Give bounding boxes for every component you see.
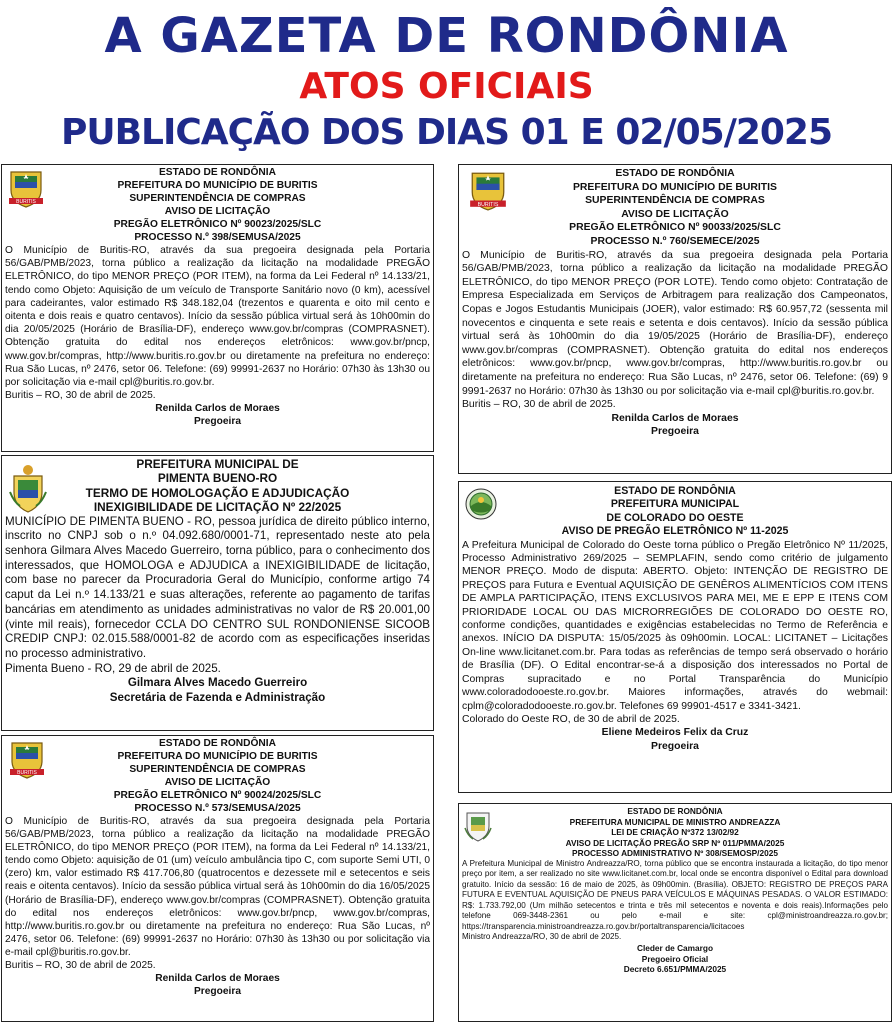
notice-body: O Município de Buritis-RO, através da sua pregoeira designada pela Portaria 56/GAB/PMB/2023, torna público a realização da licitação na modalidade PREGÃO ELETRÔNICO, do tipo MENOR PREÇO (POR LOTE). Tendo como objeto: Contratação de Empresa Especializada em Serviços de Arbitragem para realização dos Campeonatos, Copas e Jogos Estudantis Municipais (JOER), valor estimado: R$ 60.957,72 (sessenta mil novecentos e cinquenta e sete reais e setenta e dois centavos). Início da sessão pública virtual será às 10h00min do dia 19/05/2025 (Horário de Brasília-DF), endereço www.gov.br/compras (COMPRASNET). Obtenção gratuita do edital nos endereços eletrônicos: www.gov.br/pncp, www.gov.br/compras, http://www.buritis.ro.gov.br ou diretamente na prefeitura no endereço: Rua São Lucas, nº 2476, setor 06. Telefone: (69) 9 9991-2637 no Horário: 07h30 às 13h30 ou por solicitação via e-mail cpl@buritis.ro.gov.br. [462,249,888,397]
notice-header [2,165,433,244]
prefecture-name: PREFEITURA DO MUNICÍPIO DE BURITIS [573,181,777,193]
ministro-andreazza-coat-of-arms-icon [464,810,492,842]
notice-buritis-90024 [1,735,434,1022]
place-date: Buritis – RO, 30 de abril de 2025. [5,390,156,402]
prefecture-name: PREFEITURA DO MUNICÍPIO DE BURITIS [117,180,318,191]
notice-body: A Prefeitura Municipal de Colorado do Oeste torna público o Pregão Eletrônico Nº 11/2025, Processo Administrativo 269/2025 – SEMPLAFIN, sendo como critério de julgamento MENOR PREÇO. Modo de disputa: ABERTO. Objeto: INTENÇÃO DE REGISTRO DE PREÇOS para Futura e Eventual AQUISIÇÃO DE GENÊROS ALIMENTÍCIOS COM ITENS DE AMPLA PARTICIPAÇÃO, ITENS EXCLUSIVOS PARA MEI, ME E EPP E ITENS COM PRIORIDADE LOCAL OU DAS MICRORREGIÕES DE COLORADO DO OESTE RO, conforme condições, quantidades e exigências estabelecidas no Termo de Referência e anexos. INÍCIO DA DISPUTA: 15/05/2025 às 09h00min. LOCAL: LICITANET – Licitações On-line www.licitanet.com.br. Para todas as referências de tempo será observado o horário de Brasília (DF). O Edital encontrar-se-á a disposição dos interessados no Portal de Compras supracitado e no Portal Transparência do Município www.coloradodooeste.ro.gov.br. Maiores informações, através do webmail: cplm@coloradodooeste.ro.gov.br. Telefones 69 99901-4517 e 3341-3421. [462,539,888,712]
signer-role: Pregoeira [194,986,241,998]
process-number: INEXIGIBILIDADE DE LICITAÇÃO Nº 22/2025 [93,500,342,515]
notice-buritis-90033 [458,164,892,474]
notice-header [459,165,891,249]
signer-decree: Decreto 6.651/PMMA/2025 [623,964,727,975]
auction-number: PREGÃO ELETRÔNICO Nº 90023/2025/SLC [113,219,322,230]
signer-name: Gilmara Alves Macedo Guerreiro [127,676,308,690]
notice-body: MUNICÍPIO DE PIMENTA BUENO - RO, pessoa jurídica de direito público interno, inscrito no CNPJ sob o n.º 04.092.680/0001-71, representado neste ato pela senhora Gilmara Alves Macedo Guerreiro, torna público, para o conhecimento dos interessados, que HOMOLOGA e ADJUDICA a INEXIGIBILIDADE de licitação, com base no parecer da Procuradoria Geral do Município, conforme artigo 74 caput da Lei n.º 14.133/21 e suas alterações, referente ao pagamento de tarifas bancárias em atendimento as unidades administrativas no valor de R$ 20.001,00 (vinte mil reais), fornecedor CCLA DO CENTRO SUL RONDONIENSE SICOOB CREDIP CNPJ: 02.015.588/0001-82 de acordo com as especificações inseridas no processo administrativo. [5,514,430,660]
signer-role: Pregoeira [651,426,699,438]
notice-body: O Município de Buritis-RO, através da sua pregoeira designada pela Portaria 56/GAB/PMB/2023, torna público a realização da licitação na modalidade PREGÃO ELETRÔNICO, do tipo MENOR PREÇO (POR ITEM), na forma da Lei Federal nº 14.133/21, tendo como Objeto: aquisição de 01 (um) veículo ambulância tipo C, com suporte Semi UTI, 0 (zero) km, valor estimado R$ 417.706,80 (quatrocentos e dezessete mil e setecentos e seis reais e oitenta centavos). Início da sessão pública virtual será às 10h00min do dia 16/05/2025 (Horário de Brasília-DF), endereço www.gov.br/compras (COMPRASNET). Obtenção gratuita do edital nos endereços eletrônicos: www.gov.br/pncp, www.gov.br/compras, http://www.buritis.ro.gov.br ou diretamente na prefeitura no endereço: Rua São Lucas, nº 2476, setor 06. Telefone: (69) 99991-2637 no Horário: 07h30 às 13h30 ou por solicitação via e-mail cpl@buritis.ro.gov.br. [5,816,430,958]
signer-name: Eliene Medeiros Felix da Cruz [601,727,749,739]
process-number: PROCESSO N.º 573/SEMUSA/2025 [134,803,301,814]
signer-role: Pregoeira [651,740,699,752]
prefecture-name: PREFEITURA MUNICIPAL DE [136,457,299,471]
notice-colorado-do-oeste [458,481,892,793]
pimenta-bueno-coat-of-arms-icon [8,462,48,514]
place-date: Buritis – RO, 30 de abril de 2025. [5,960,156,972]
svg-text:BURITIS: BURITIS [17,770,37,776]
notice-header [459,804,891,859]
signer-name: Renilda Carlos de Moraes [611,412,739,424]
notice-ministro-andreazza [458,803,892,1022]
prefecture-name: PREFEITURA MUNICIPAL DE MINISTRO ANDREAZZA [569,816,781,827]
buritis-coat-of-arms-icon [7,168,45,208]
municipality-name: PIMENTA BUENO-RO [157,471,278,486]
place-date: Ministro Andreazza/RO, 30 de abril de 2025. [462,932,622,942]
svg-text:BURITIS: BURITIS [16,199,36,205]
signer-role: Pregoeiro Oficial [641,953,709,964]
auction-number: AVISO DE PREGÃO ELETRÔNICO Nº 11-2025 [561,525,789,538]
newspaper-title: A GAZETA DE RONDÔNIA [104,8,789,64]
department-name: SUPERINTENDÊNCIA DE COMPRAS [585,195,765,207]
notice-type: TERMO DE HOMOLOGAÇÃO E ADJUDICAÇÃO [85,485,350,500]
buritis-coat-of-arms-icon [465,169,511,211]
notice-type: AVISO DE LICITAÇÃO [164,777,271,788]
state-name: ESTADO DE RONDÔNIA [627,806,723,816]
process-number: PROCESSO N.º 760/SEMECE/2025 [590,235,760,247]
notice-buritis-90023 [1,164,434,452]
notice-pimenta-bueno [1,455,434,731]
notice-body: O Município de Buritis-RO, através da sua pregoeira designada pela Portaria 56/GAB/PMB/2023, torna público a realização da licitação na modalidade PREGÃO ELETRÔNICO, do tipo MENOR PREÇO (POR ITEM), na forma da Lei Federal nº 14.133/21, tendo como Objeto: Aquisição de um veículo de Transporte Sanitário novo (0 km), acessível para cadeirantes, valor estimado R$ 348.182,04 (trezentos e quarenta e oito mil cento e oitenta e dois reais e quatro centavos). Início da sessão pública virtual será às 10h00min do dia 20/05/2025 (Horário de Brasília-DF), endereço www.gov.br/compras (COMPRASNET). Obtenção gratuita do edital nos endereços eletrônicos: www.gov.br/pncp, www.gov.br/compras, http://www.buritis.ro.gov.br ou diretamente na prefeitura no endereço: Rua São Lucas, nº 2476, setor 06. Telefone: (69) 99991-2637 no Horário: 07h30 às 13h30 ou por solicitação via e-mail cpl@buritis.ro.gov.br. [5,245,430,389]
notice-body: A Prefeitura Municipal de Ministro Andreazza/RO, torna público que se encontra instaurada a licitação, do tipo menor preço por item, a ser realizado no site www.licitanet.com.br, local onde se encontra disponível o Edital para download gratuito. Início da sessão: 16 de maio de 2025, às 09h00min. (Brasília). OBJETO: REGISTRO DE PREÇOS PARA FUTURA E EVENTUAL AQUISIÇÃO DE PNEUS PARA VEÍCULOS E MÁQUINAS PESADAS. O VALOR ESTIMADO: R$: 1.733.792,00 (Um milhão setecentos e trinta e três mil setecentos e noventa e dois reais).Informações pelo telefone 069-3448-2361 ou pelo e-mail e site: cpl@ministroandreazza.ro.gov.br; https://transparencia.ministroandreazza.ro.gov.br/portaltransparencia/licitacoes [462,858,888,931]
buritis-coat-of-arms-icon [7,739,47,779]
prefecture-name: PREFEITURA MUNICIPAL [610,498,740,511]
state-name: ESTADO DE RONDÔNIA [615,168,735,179]
creation-law: LEI DE CRIAÇÃO Nº372 13/02/92 [611,827,739,838]
signer-role: Pregoeira [194,416,241,428]
signer-name: Renilda Carlos de Moraes [155,973,280,985]
state-name: ESTADO DE RONDÔNIA [614,485,736,497]
signer-name: Cleder de Camargo [636,942,714,953]
process-number: PROCESSO ADMINISTRATIVO Nº 308/SEMOSP/2025 [572,848,778,859]
municipality-name: DE COLORADO DO OESTE [606,511,744,524]
svg-text:BURITIS: BURITIS [477,201,499,208]
section-title: ATOS OFICIAIS [299,66,594,107]
place-date: Colorado do Oeste RO, de 30 de abril de 2025. [462,713,680,725]
notice-header [459,482,891,539]
state-name: ESTADO DE RONDÔNIA [159,167,276,178]
signer-role: Secretária de Fazenda e Administração [109,690,326,704]
notice-type: AVISO DE LICITAÇÃO [164,206,271,217]
auction-number: PREGÃO ELETRÔNICO Nº 90033/2025/SLC [569,222,781,234]
place-date: Buritis – RO, 30 de abril de 2025. [462,399,616,411]
prefecture-name: PREFEITURA DO MUNICÍPIO DE BURITIS [117,751,318,762]
notice-header [2,456,433,515]
colorado-do-oeste-seal-icon [465,488,497,520]
publication-date-line: PUBLICAÇÃO DOS DIAS 01 E 02/05/2025 [60,112,833,153]
department-name: SUPERINTENDÊNCIA DE COMPRAS [129,764,306,775]
auction-number: AVISO DE LICITAÇÃO PREGÃO SRP Nº 011/PMMA/2025 [565,837,785,848]
process-number: PROCESSO N.º 398/SEMUSA/2025 [134,232,301,243]
department-name: SUPERINTENDÊNCIA DE COMPRAS [129,193,306,204]
place-date: Pimenta Bueno - RO, 29 de abril de 2025. [5,661,221,675]
notice-type: AVISO DE LICITAÇÃO [621,208,729,220]
auction-number: PREGÃO ELETRÔNICO Nº 90024/2025/SLC [113,790,322,801]
signer-name: Renilda Carlos de Moraes [155,403,280,415]
notice-header [2,736,433,815]
state-name: ESTADO DE RONDÔNIA [159,738,276,749]
